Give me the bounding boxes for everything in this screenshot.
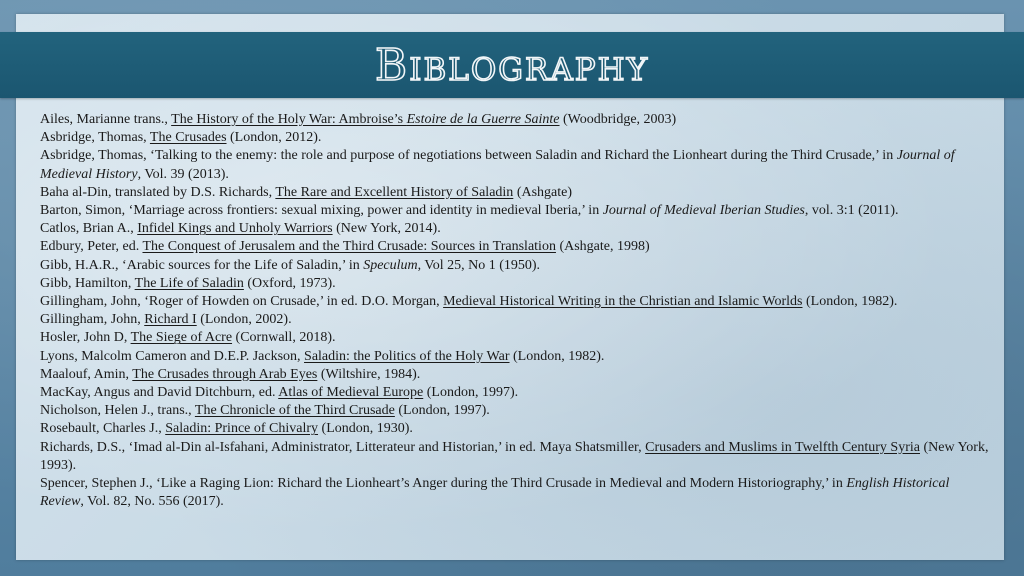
bibliography-entry	[40, 311, 995, 329]
entry-publication: (London, 1982).	[802, 294, 898, 310]
entry-publication: (London, 2002).	[196, 312, 292, 328]
entry-title: The Crusades through Arab Eyes	[132, 366, 318, 382]
entry-author: Gillingham, John, ‘Roger of Howden on Crusade,’ in ed. D.O. Morgan,	[40, 294, 444, 310]
bibliography-entry	[40, 202, 995, 220]
entry-author: Ailes, Marianne trans.,	[40, 112, 172, 127]
entry-title: The Rare and Excellent History of Saladin	[275, 184, 514, 200]
entry-author: Richards, D.S., ‘Imad al-Din al-Isfahani, Administrator, Litterateur and Historian,’ in ed. Maya Shatsmiller,	[40, 439, 646, 455]
entry-publication: , Vol. 82, No. 556 (2017).	[80, 494, 224, 510]
entry-title: The Conquest of Jerusalem and the Third Crusade: Sources in Translation	[142, 239, 556, 255]
entry-title: Saladin: Prince of Chivalry	[165, 421, 319, 437]
bibliography-entry	[40, 220, 995, 238]
entry-publication: (Ashgate, 1998)	[555, 239, 650, 255]
entry-author: Baha al-Din, translated by D.S. Richards,	[40, 184, 276, 200]
bibliography-list	[40, 111, 995, 511]
entry-title: The Life of Saladin	[134, 275, 244, 291]
bibliography-entry	[40, 275, 995, 293]
entry-title: The Siege of Acre	[130, 330, 233, 346]
entry-author: Maalouf, Amin,	[40, 366, 133, 382]
entry-title: The Crusades	[149, 130, 227, 146]
bibliography-entry	[40, 348, 995, 366]
entry-publication: (London, 1997).	[394, 403, 490, 419]
entry-publication: (Ashgate)	[513, 184, 573, 200]
entry-title: Atlas of Medieval Europe	[278, 385, 424, 401]
entry-title: Medieval Historical Writing in the Christian and Islamic Worlds	[443, 294, 803, 310]
entry-journal: Speculum	[363, 257, 418, 273]
entry-title: Saladin: the Politics of the Holy War	[304, 348, 510, 364]
entry-journal: Journal of Medieval Iberian Studies	[602, 203, 805, 219]
entry-publication: , Vol. 39 (2013).	[137, 166, 229, 182]
bibliography-entry	[40, 420, 995, 438]
entry-author: Nicholson, Helen J., trans.,	[40, 403, 195, 419]
entry-title: Infidel Kings and Unholy Warriors	[137, 221, 333, 237]
bibliography-entry	[40, 147, 995, 183]
entry-author: Gillingham, John,	[40, 312, 145, 328]
entry-title-italic: Estoire de la Guerre Sainte	[406, 112, 560, 127]
entry-author: Asbridge, Thomas, ‘Talking to the enemy: the role and purpose of negotiations between Saladin and Richard the Lionheart during the Third Crusade,’ in	[40, 148, 897, 164]
entry-publication: (Wiltshire, 1984).	[317, 366, 421, 382]
entry-publication: (London, 1982).	[509, 348, 605, 364]
bibliography-entry	[40, 293, 995, 311]
entry-author: Edbury, Peter, ed.	[40, 239, 143, 255]
bibliography-entry	[40, 111, 995, 129]
bibliography-entry	[40, 257, 995, 275]
entry-author: Catlos, Brian A.,	[40, 221, 138, 237]
entry-publication: (London, 1997).	[423, 385, 519, 401]
entry-author: Barton, Simon, ‘Marriage across frontiers: sexual mixing, power and identity in medieval Iberia,’ in	[40, 203, 603, 219]
entry-author: Lyons, Malcolm Cameron and D.E.P. Jackson,	[40, 348, 305, 364]
entry-author: Hosler, John D,	[40, 330, 131, 346]
entry-publication: (Woodbridge, 2003)	[559, 112, 677, 127]
entry-publication: (Cornwall, 2018).	[232, 330, 336, 346]
entry-journal: English Historical Review	[40, 476, 950, 510]
entry-author: Gibb, Hamilton,	[40, 275, 135, 291]
bibliography-entry	[40, 129, 995, 147]
entry-publication: (Oxford, 1973).	[243, 275, 336, 291]
entry-publication: , vol. 3:1 (2011).	[804, 203, 899, 219]
entry-publication: (New York, 1993).	[40, 439, 989, 473]
entry-publication: (London, 2012).	[226, 130, 322, 146]
entry-title: The History of the Holy War: Ambroise’s	[171, 112, 407, 127]
entry-author: Asbridge, Thomas,	[40, 130, 150, 146]
bibliography-entry	[40, 238, 995, 256]
entry-author: Spencer, Stephen J., ‘Like a Raging Lion: Richard the Lionheart’s Anger during the Third Crusade in Medieval and Modern Historiography,’ in	[40, 476, 847, 492]
bibliography-entry	[40, 384, 995, 402]
entry-journal: Journal of Medieval History	[40, 148, 955, 182]
entry-publication: (London, 1930).	[318, 421, 413, 437]
bibliography-entry	[40, 475, 995, 511]
entry-author: Gibb, H.A.R., ‘Arabic sources for the Life of Saladin,’ in	[40, 257, 364, 273]
entry-title: The Chronicle of the Third Crusade	[194, 403, 395, 419]
bibliography-entry	[40, 439, 995, 475]
entry-title: Crusaders and Muslims in Twelfth Century Syria	[645, 439, 920, 455]
slide-title: Biblography	[374, 39, 650, 91]
entry-author: Rosebault, Charles J.,	[40, 421, 166, 437]
bibliography-entry	[40, 402, 995, 420]
entry-title: Richard I	[144, 312, 197, 328]
bibliography-entry	[40, 329, 995, 347]
entry-publication: (New York, 2014).	[332, 221, 441, 237]
entry-author: MacKay, Angus and David Ditchburn, ed.	[40, 385, 279, 401]
bibliography-entry	[40, 366, 995, 384]
title-banner	[0, 32, 1024, 98]
bibliography-entry	[40, 184, 995, 202]
entry-publication: , Vol 25, No 1 (1950).	[417, 257, 541, 273]
